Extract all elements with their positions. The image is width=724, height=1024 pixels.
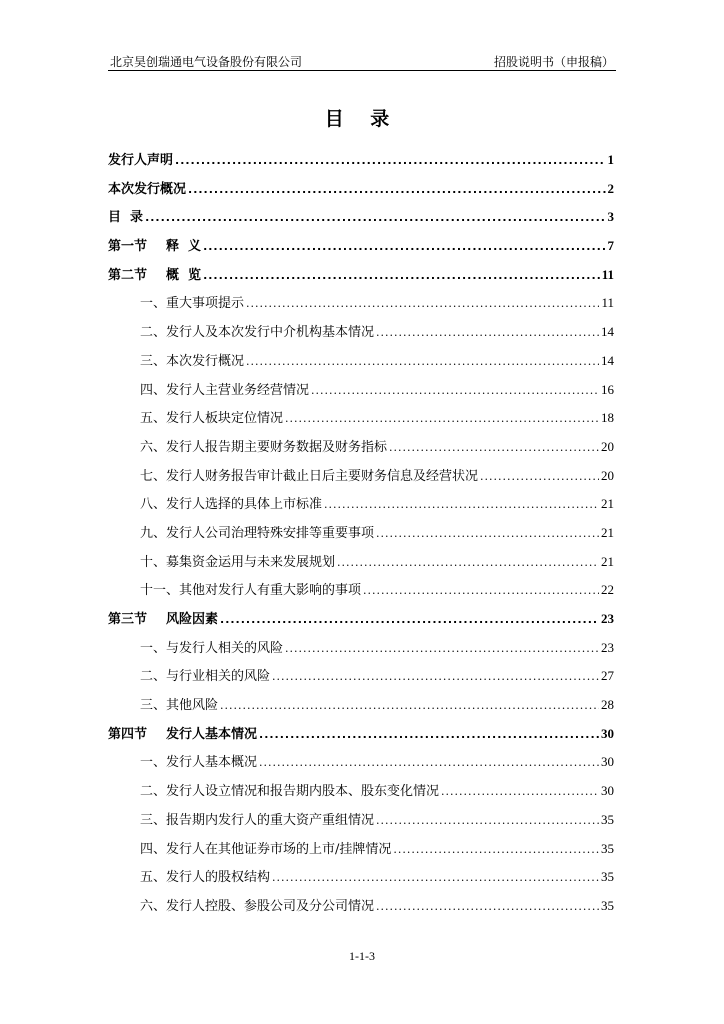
toc-entry-text: 风险因素 bbox=[166, 612, 219, 627]
dot-leader bbox=[441, 778, 599, 807]
toc-page-number: 16 bbox=[601, 381, 614, 397]
toc-entry-label bbox=[140, 778, 439, 807]
toc-page-number: 21 bbox=[601, 524, 614, 540]
dot-leader bbox=[393, 836, 599, 865]
toc-entry-label bbox=[140, 434, 387, 463]
toc-page-number: 35 bbox=[601, 811, 614, 827]
toc-section-entry[interactable] bbox=[108, 376, 614, 405]
toc-entry-text: 三、其他风险 bbox=[140, 698, 219, 714]
toc-entry-text: 本次发行概况 bbox=[108, 181, 187, 197]
toc-entry-label bbox=[140, 377, 309, 406]
toc-page-number: 14 bbox=[601, 324, 614, 340]
toc-entry-label bbox=[140, 463, 478, 492]
dot-leader bbox=[376, 319, 599, 348]
toc-entry-text: 五、发行人板块定位情况 bbox=[140, 411, 284, 427]
toc-section-entry[interactable] bbox=[108, 318, 614, 347]
dot-leader bbox=[188, 176, 605, 205]
dot-leader bbox=[376, 520, 599, 549]
toc-entry-text: 一、重大事项提示 bbox=[140, 296, 245, 312]
dot-leader bbox=[285, 405, 599, 434]
toc-page-number: 30 bbox=[601, 754, 614, 770]
dot-leader bbox=[376, 893, 599, 922]
toc-entry-label bbox=[108, 721, 257, 750]
toc-section-entry[interactable] bbox=[108, 462, 614, 491]
toc-section-entry[interactable] bbox=[108, 347, 614, 376]
toc-chapter-entry[interactable] bbox=[108, 605, 614, 634]
toc-entry-label bbox=[108, 233, 201, 262]
toc-entry-label bbox=[140, 692, 218, 721]
toc-entry-label bbox=[140, 864, 270, 893]
toc-entry-label bbox=[140, 319, 374, 348]
toc-section-entry[interactable] bbox=[108, 892, 614, 921]
toc-section-entry[interactable] bbox=[108, 748, 614, 777]
toc-entry-label bbox=[140, 749, 257, 778]
dot-leader bbox=[145, 204, 605, 233]
toc-entry-text: 七、发行人财务报告审计截止日后主要财务信息及经营状况 bbox=[140, 468, 479, 484]
toc-entry-label bbox=[140, 290, 244, 319]
toc-section-entry[interactable] bbox=[108, 691, 614, 720]
toc-entry-label bbox=[140, 807, 374, 836]
toc-page-number: 18 bbox=[601, 410, 614, 426]
toc-entry-text: 三、报告期内发行人的重大资产重组情况 bbox=[140, 812, 375, 828]
toc-section-entry[interactable] bbox=[108, 777, 614, 806]
toc-entry-label bbox=[140, 663, 270, 692]
toc-page-number: 23 bbox=[601, 611, 614, 626]
dot-leader bbox=[272, 864, 599, 893]
toc-page-number: 11 bbox=[601, 295, 614, 311]
toc-page-number: 22 bbox=[601, 582, 614, 598]
dot-leader bbox=[311, 377, 599, 406]
toc-entry-text: 目 录 bbox=[108, 210, 144, 226]
toc-chapter-number: 第二节 bbox=[108, 267, 148, 283]
toc-entry-text: 六、发行人报告期主要财务数据及财务指标 bbox=[140, 439, 388, 455]
toc-page-number: 27 bbox=[601, 668, 614, 684]
toc-page-number: 35 bbox=[601, 897, 614, 913]
toc-entry-label bbox=[140, 348, 244, 377]
dot-leader bbox=[220, 606, 599, 635]
toc-section-entry[interactable] bbox=[108, 634, 614, 663]
toc-entry-text: 四、发行人在其他证券市场的上市/挂牌情况 bbox=[140, 841, 392, 857]
page-title: 目 录 bbox=[324, 108, 400, 130]
toc-section-entry[interactable] bbox=[108, 490, 614, 519]
header-company-name: 北京昊创瑞通电气设备股份有限公司 bbox=[110, 55, 303, 69]
dot-leader bbox=[259, 749, 599, 778]
dot-leader bbox=[203, 233, 605, 262]
toc-page-number: 1 bbox=[607, 152, 614, 167]
toc-chapter-number: 第一节 bbox=[108, 239, 148, 255]
header-document-type: 招股说明书（申报稿） bbox=[493, 55, 614, 69]
toc-entry-text: 二、与行业相关的风险 bbox=[140, 669, 271, 685]
toc-section-entry[interactable] bbox=[108, 519, 614, 548]
toc-entry-text: 六、发行人控股、参股公司及分公司情况 bbox=[140, 898, 375, 914]
toc-page-number: 3 bbox=[607, 209, 614, 225]
toc-page-number: 2 bbox=[607, 180, 614, 196]
dot-leader bbox=[175, 147, 605, 176]
dot-leader bbox=[246, 348, 599, 377]
dot-leader bbox=[376, 807, 599, 836]
toc-chapter-entry[interactable] bbox=[108, 203, 614, 232]
toc-entry-text: 九、发行人公司治理特殊安排等重要事项 bbox=[140, 525, 375, 541]
toc-entry-text: 发行人基本情况 bbox=[166, 726, 258, 742]
toc-entry-text: 二、发行人及本次发行中介机构基本情况 bbox=[140, 325, 375, 341]
toc-chapter-entry[interactable] bbox=[108, 261, 614, 290]
toc-chapter-entry[interactable] bbox=[108, 175, 614, 204]
toc-page-number: 35 bbox=[601, 869, 614, 885]
toc-entry-text: 一、与发行人相关的风险 bbox=[140, 640, 284, 656]
toc-entry-text: 二、发行人设立情况和报告期内股本、股东变化情况 bbox=[140, 784, 440, 800]
toc-entry-label bbox=[108, 262, 201, 291]
dot-leader bbox=[259, 721, 599, 750]
toc-entry-label bbox=[140, 635, 283, 664]
page-header bbox=[108, 50, 616, 71]
toc-section-entry[interactable] bbox=[108, 806, 614, 835]
toc-page-number: 14 bbox=[601, 352, 614, 368]
dot-leader bbox=[337, 549, 599, 578]
dot-leader bbox=[246, 290, 599, 319]
toc-page-number: 35 bbox=[601, 840, 614, 856]
dot-leader bbox=[272, 663, 599, 692]
toc-entry-label bbox=[140, 405, 283, 434]
toc-entry-label bbox=[140, 577, 361, 606]
dot-leader bbox=[480, 463, 599, 492]
toc-entry-text: 八、发行人选择的具体上市标准 bbox=[140, 497, 323, 513]
toc-page-number: 11 bbox=[601, 266, 614, 282]
dot-leader bbox=[389, 434, 599, 463]
toc-page-number: 21 bbox=[601, 496, 614, 512]
toc-entry-label bbox=[140, 836, 391, 865]
toc-page-number: 20 bbox=[601, 467, 614, 483]
toc-entry-text: 发行人声明 bbox=[108, 153, 174, 168]
toc-chapter-entry[interactable] bbox=[108, 232, 614, 261]
dot-leader bbox=[203, 262, 600, 291]
toc-entry-label bbox=[108, 176, 186, 205]
dot-leader bbox=[285, 635, 599, 664]
toc-section-entry[interactable] bbox=[108, 404, 614, 433]
toc-section-entry[interactable] bbox=[108, 433, 614, 462]
toc-entry-text: 三、本次发行概况 bbox=[140, 353, 245, 369]
toc-entry-label bbox=[108, 147, 173, 176]
toc-entry-text: 十一、其他对发行人有重大影响的事项 bbox=[140, 583, 362, 599]
toc-page-number: 23 bbox=[601, 639, 614, 655]
toc-chapter-entry[interactable] bbox=[108, 146, 614, 175]
toc-section-entry[interactable] bbox=[108, 289, 614, 318]
toc-page-number: 7 bbox=[607, 238, 614, 254]
dot-leader bbox=[363, 577, 599, 606]
toc-section-entry[interactable] bbox=[108, 662, 614, 691]
toc-entry-label bbox=[108, 204, 143, 233]
toc-entry-text: 十、募集资金运用与未来发展规划 bbox=[140, 554, 336, 570]
toc-entry-label bbox=[140, 491, 322, 520]
toc-section-entry[interactable] bbox=[108, 835, 614, 864]
table-of-contents bbox=[108, 146, 614, 921]
toc-chapter-number: 第三节 bbox=[108, 612, 148, 627]
toc-entry-text: 五、发行人的股权结构 bbox=[140, 870, 271, 886]
toc-entry-label bbox=[140, 549, 335, 578]
toc-chapter-entry[interactable] bbox=[108, 720, 614, 749]
toc-entry-label bbox=[108, 606, 218, 635]
toc-page-number: 21 bbox=[601, 553, 614, 569]
dot-leader bbox=[324, 491, 599, 520]
toc-entry-text: 一、发行人基本概况 bbox=[140, 755, 258, 771]
toc-section-entry[interactable] bbox=[108, 576, 614, 605]
toc-entry-label bbox=[140, 893, 374, 922]
toc-page-number: 30 bbox=[601, 783, 614, 799]
dot-leader bbox=[220, 692, 599, 721]
toc-page-number: 28 bbox=[601, 697, 614, 713]
toc-entry-label bbox=[140, 520, 374, 549]
toc-entry-text: 释 义 bbox=[166, 239, 202, 255]
toc-entry-text: 概 览 bbox=[166, 267, 202, 283]
toc-section-entry[interactable] bbox=[108, 548, 614, 577]
toc-section-entry[interactable] bbox=[108, 863, 614, 892]
toc-page-number: 30 bbox=[601, 725, 614, 741]
toc-entry-text: 四、发行人主营业务经营情况 bbox=[140, 382, 310, 398]
toc-page-number: 20 bbox=[601, 438, 614, 454]
page-number: 1-1-3 bbox=[349, 949, 375, 963]
toc-chapter-number: 第四节 bbox=[108, 726, 148, 742]
